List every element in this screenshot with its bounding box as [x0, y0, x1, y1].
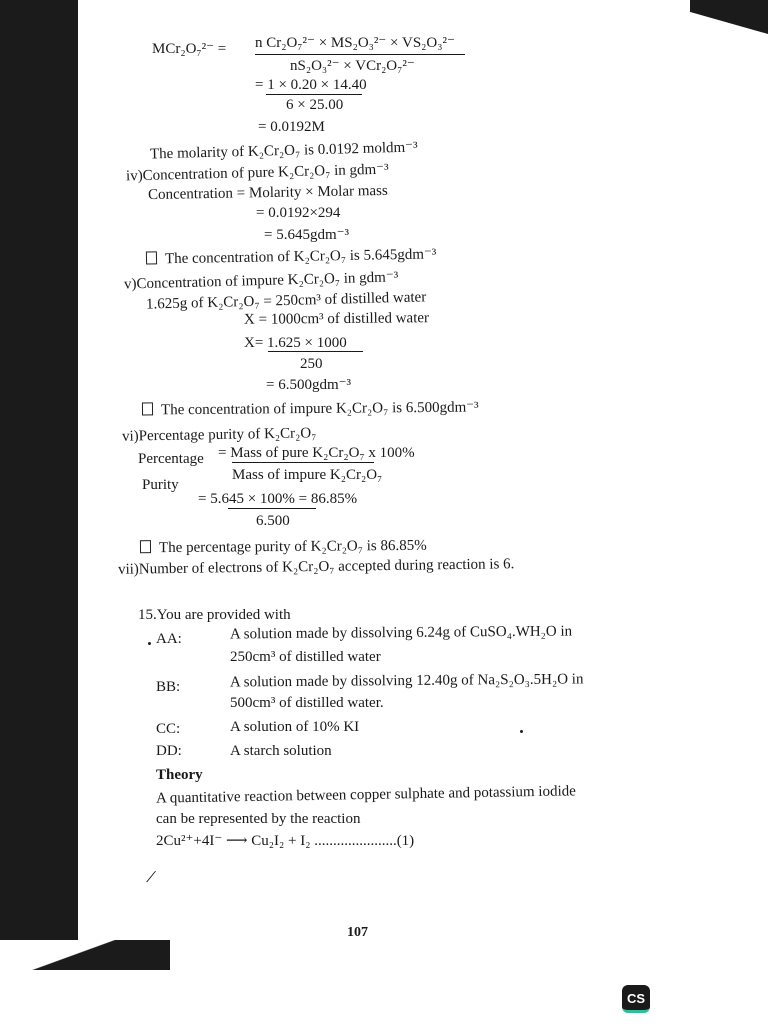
section-iv-step1: = 0.0192×294	[256, 205, 341, 221]
therefore-box-icon	[146, 251, 157, 264]
question-15-intro: 15.You are provided with	[138, 607, 291, 623]
theory-heading: Theory	[156, 767, 203, 783]
section-iv-heading: iv)Concentration of pure K₂Cr₂O₇ in gdm⁻³	[125, 161, 389, 185]
section-v-line2: X = 1000cm³ of distilled water	[243, 310, 430, 328]
item-bb-line1: A solution made by dissolving 12.40g of Na₂S₂O₃.5H₂O in	[229, 671, 584, 691]
item-bb-key: BB:	[156, 679, 181, 695]
section-v-x-numerator: X= 1.625 × 1000	[244, 335, 347, 351]
scan-shadow-left	[0, 0, 78, 970]
camscanner-logo: CS	[622, 985, 650, 1013]
stray-mark	[520, 730, 523, 733]
molarity-denominator: nS₂O₃²⁻ × VCr₂O₇²⁻	[290, 58, 415, 74]
item-dd-line1: A starch solution	[230, 743, 332, 759]
section-vii-text: vii)Number of electrons of K₂Cr₂O₇ accepted during reaction is 6.	[117, 556, 515, 578]
item-dd-key: DD:	[156, 743, 182, 759]
fraction-bar	[266, 94, 362, 95]
therefore-box-icon	[142, 402, 153, 415]
section-v-line1: 1.625g of K₂Cr₂O₇ = 250cm³ of distilled water	[145, 289, 427, 313]
molarity-values-denominator: 6 × 25.00	[286, 97, 344, 113]
section-vi-heading: vi)Percentage purity of K₂Cr₂O₇	[121, 425, 317, 445]
item-aa-key: AA:	[156, 631, 182, 647]
item-bb-line2: 500cm³ of distilled water.	[230, 695, 384, 711]
section-vi-conclusion	[140, 537, 427, 558]
page-number: 107	[347, 925, 368, 940]
section-v-x-denominator: 250	[300, 356, 323, 372]
theory-line1: A quantitative reaction between copper sulphate and potassium iodide	[155, 783, 576, 807]
section-iv-formula: Concentration = Molarity × Molar mass	[147, 182, 388, 204]
section-iv-step2: = 5.645gdm⁻³	[264, 227, 350, 243]
scan-shadow-bottom	[0, 940, 170, 970]
item-aa-line1: A solution made by dissolving 6.24g of CuSO₄.WH₂O in	[229, 623, 573, 643]
fraction-bar	[232, 462, 374, 463]
molarity-result: = 0.0192M	[258, 119, 325, 135]
purity-calculation: = 5.645 × 100% = 86.85%	[198, 491, 358, 507]
theory-line2: can be represented by the reaction	[156, 811, 361, 827]
stray-mark	[148, 642, 151, 645]
section-v-conclusion-text: The concentration of impure K₂Cr₂O₇ is 6.500gdm⁻³	[160, 399, 479, 419]
molarity-numerator: n Cr₂O₇²⁻ × MS₂O₃²⁻ × VS₂O₃²⁻	[255, 35, 455, 51]
item-cc-line1: A solution of 10% KI	[230, 719, 360, 735]
fraction-bar	[268, 351, 363, 352]
purity-fraction-denominator: Mass of impure K₂Cr₂O₇	[232, 467, 383, 483]
purity-label: Purity	[142, 477, 179, 493]
fraction-bar	[228, 508, 316, 509]
section-iv-conclusion-text: The concentration of K₂Cr₂O₇ is 5.645gdm⁻³	[164, 246, 437, 268]
section-v-heading: v)Concentration of impure K₂Cr₂O₇ in gdm⁻³	[123, 269, 399, 293]
molarity-statement: The molarity of K₂Cr₂O₇ is 0.0192 moldm⁻³	[149, 139, 418, 163]
pen-tick-mark: /	[144, 865, 158, 889]
molarity-label: MCr₂O₇²⁻ =	[152, 41, 227, 57]
section-v-result: = 6.500gdm⁻³	[266, 377, 352, 393]
therefore-box-icon	[140, 540, 151, 553]
section-v-conclusion	[142, 399, 479, 420]
purity-calc-denominator: 6.500	[256, 513, 290, 529]
fraction-bar	[255, 54, 465, 55]
item-aa-line2: 250cm³ of distilled water	[230, 649, 381, 665]
molarity-values-numerator: = 1 × 0.20 × 14.40	[255, 77, 367, 93]
percentage-label: Percentage	[138, 451, 204, 467]
purity-fraction-numerator: = Mass of pure K₂Cr₂O₇ x 100%	[218, 445, 415, 461]
reaction-equation: 2Cu²⁺+4I⁻ ⟶ Cu₂I₂ + I₂ ......................(1)	[156, 833, 415, 849]
item-cc-key: CC:	[156, 721, 181, 737]
section-vi-conclusion-text: The percentage purity of K₂Cr₂O₇ is 86.85%	[158, 537, 427, 557]
